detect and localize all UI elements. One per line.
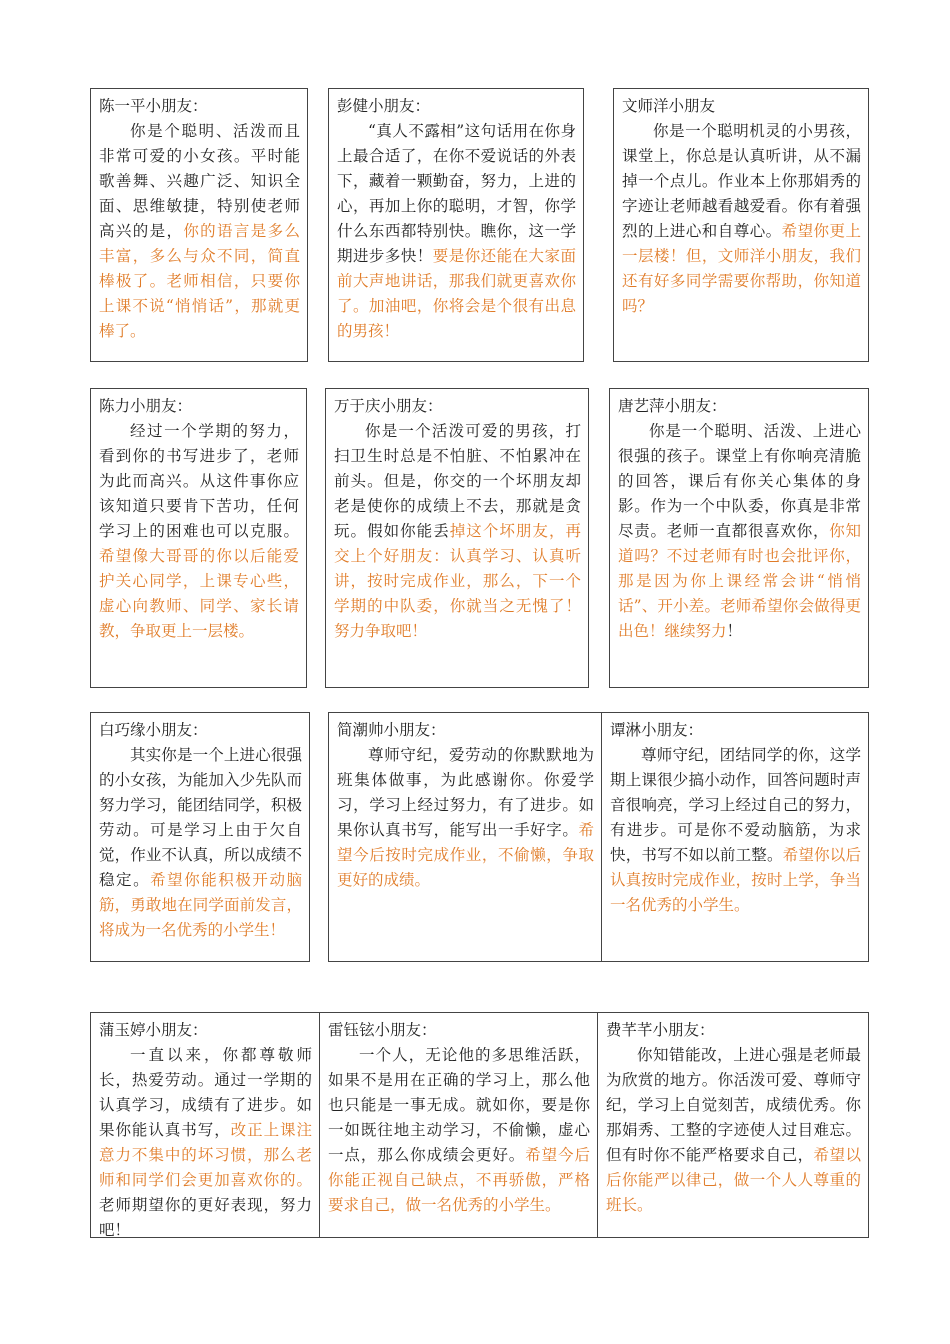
student-name: 谭淋小朋友： xyxy=(610,721,704,739)
comment-text: 你是个聪明、活泼而且非常可爱的小女孩。平时能歌善舞、兴趣广泛、知识全面、思维敏捷，特别使老师高兴的是，你的语言是多么丰富，多么与众不同，简直棒极了。老师相信，只要你上课不说“悄悄话”，那就更棒了。 xyxy=(99,122,300,340)
student-name: 蒲玉婷小朋友： xyxy=(99,1021,208,1039)
comment-card xyxy=(597,1012,869,1238)
comment-card xyxy=(90,712,310,962)
comment-card xyxy=(90,1012,319,1238)
highlighted-text: 希望今后按时完成作业，不偷懒，争取更好的成绩。 xyxy=(337,821,594,889)
student-name: 陈一平小朋友： xyxy=(99,97,208,115)
comment-card xyxy=(613,88,869,362)
comment-text: 经过一个学期的努力，看到你的书写进步了，老师为此而高兴。从这件事你应该知道只要肯下苦功，任何学习上的困难也可以克服。希望像大哥哥的你以后能爱护关心同学，上课专心些，虚心向教师、同学、家长请教，争取更上一层楼。 xyxy=(99,422,299,640)
student-name: 白巧缘小朋友： xyxy=(99,721,208,739)
highlighted-text: 希望像大哥哥的你以后能爱护关心同学，上课专心些，虚心向教师、同学、家长请教，争取更上一层楼。 xyxy=(99,547,299,640)
comment-text: 尊师守纪，爱劳动的你默默地为班集体做事，为此感谢你。你爱学习，学习上经过努力，有了进步。如果你认真书写，能写出一手好字。希望今后按时完成作业，不偷懒，争取更好的成绩。 xyxy=(337,746,594,889)
highlighted-text: 你的语言是多么丰富，多么与众不同，简直棒极了。老师相信，只要你上课不说“悄悄话”，那就更棒了。 xyxy=(99,222,300,340)
comment-text: 你是一个聪明、活泼、上进心很强的孩子。课堂上有你响亮清脆的回答，课后有你关心集体的身影。作为一个中队委，你真是非常尽责。老师一直都很喜欢你，你知道吗？不过老师有时也会批评你，那是因为你上课经常会讲“悄悄话”、开小差。老师希望你会做得更出色！继续努力！ xyxy=(618,422,861,640)
comment-text: “真人不露相”这句话用在你身上最合适了，在你不爱说话的外表下，藏着一颗勤奋，努力，上进的心，再加上你的聪明，才智，你学什么东西都特别快。瞧你，这一学期进步多快！要是你还能在大家面前大声地讲话，那我们就更喜欢你了。加油吧，你将会是个很有出息的男孩！ xyxy=(337,122,576,340)
highlighted-text: 掉这个坏朋友，再交上个好朋友：认真学习、认真听讲，按时完成作业，那么，下一个学期的中队委，你就当之无愧了！努力争取吧！ xyxy=(334,522,581,640)
comment-text: 你是一个聪明机灵的小男孩，课堂上，你总是认真听讲，从不漏掉一个点儿。作业本上你那娟秀的字迹让老师越看越爱看。你有着强烈的上进心和自尊心。希望你更上一层楼！但，文师洋小朋友，我们还有好多同学需要你帮助，你知道吗？ xyxy=(622,122,861,315)
highlighted-text: 要是你还能在大家面前大声地讲话，那我们就更喜欢你了。加油吧，你将会是个很有出息的男孩！ xyxy=(337,247,576,340)
student-name: 陈力小朋友： xyxy=(99,397,193,415)
comment-card xyxy=(609,388,869,688)
student-name: 雷钰铉小朋友： xyxy=(328,1021,437,1039)
comment-text: 一个人，无论他的多思维活跃，如果不是用在正确的学习上，那么他也只能是一事无成。就如你，要是你一如既往地主动学习，不偷懒，虚心一点，那么你成绩会更好。希望今后你能正视自己缺点，不再骄傲，严格要求自己，做一名优秀的小学生。 xyxy=(328,1046,590,1214)
student-name: 彭健小朋友： xyxy=(337,97,431,115)
comment-card xyxy=(319,1012,597,1238)
highlighted-text: 你知道吗？不过老师有时也会批评你，那是因为你上课经常会讲“悄悄话”、开小差。老师希望你会做得更出色！继续努力 xyxy=(618,522,861,640)
highlighted-text: 希望今后你能正视自己缺点，不再骄傲，严格要求自己，做一名优秀的小学生。 xyxy=(328,1146,590,1214)
comment-text: 你知错能改，上进心强是老师最为欣赏的地方。你活泼可爱、尊师守纪，学习上自觉刻苦，成绩优秀。你那娟秀、工整的字迹使人过目难忘。但有时你不能严格要求自己，希望以后你能严以律己，做一个人人尊重的班长。 xyxy=(606,1046,861,1214)
comment-text: 尊师守纪，团结同学的你，这学期上课很少搞小动作，回答问题时声音很响亮，学习上经过自己的努力，有进步。可是你不爱动脑筋，为求快，书写不如以前工整。希望你以后认真按时完成作业，按时上学，争当一名优秀的小学生。 xyxy=(610,746,861,914)
comment-card xyxy=(90,388,307,688)
highlighted-text: 希望你能积极开动脑筋，勇敢地在同学面前发言，将成为一名优秀的小学生！ xyxy=(99,871,302,939)
comment-text: 其实你是一个上进心很强的小女孩，为能加入少先队而努力学习，能团结同学，积极劳动。可是学习上由于欠自觉，作业不认真，所以成绩不稳定。希望你能积极开动脑筋，勇敢地在同学面前发言，将成为一名优秀的小学生！ xyxy=(99,746,302,939)
comment-card xyxy=(601,712,869,962)
student-name: 费芊芊小朋友： xyxy=(606,1021,715,1039)
comment-card xyxy=(328,88,584,362)
student-name: 文师洋小朋友 xyxy=(622,97,716,115)
highlighted-text: 希望你更上一层楼！但，文师洋小朋友，我们还有好多同学需要你帮助，你知道吗？ xyxy=(622,222,861,315)
comment-text: 你是一个活泼可爱的男孩，打扫卫生时总是不怕脏、不怕累冲在前头。但是，你交的一个坏朋友却老是使你的成绩上不去，那就是贪玩。假如你能丢掉这个坏朋友，再交上个好朋友：认真学习、认真听讲，按时完成作业，那么，下一个学期的中队委，你就当之无愧了！努力争取吧！ xyxy=(334,422,581,640)
student-name: 简潮帅小朋友： xyxy=(337,721,446,739)
highlighted-text: 希望以后你能严以律己，做一个人人尊重的班长。 xyxy=(606,1146,861,1214)
student-name: 万于庆小朋友： xyxy=(334,397,443,415)
highlighted-text: 希望你以后认真按时完成作业，按时上学，争当一名优秀的小学生。 xyxy=(610,846,861,914)
comment-card xyxy=(325,388,589,688)
student-name: 唐艺萍小朋友： xyxy=(618,397,727,415)
comment-card xyxy=(328,712,601,962)
comment-card xyxy=(90,88,308,362)
comment-text: 一直以来，你都尊敬师长，热爱劳动。通过一学期的认真学习，成绩有了进步。如果你能认真书写，改正上课注意力不集中的坏习惯，那么老师和同学们会更加喜欢你的。老师期望你的更好表现，努力吧！ xyxy=(99,1046,312,1239)
highlighted-text: 改正上课注意力不集中的坏习惯，那么老师和同学们会更加喜欢你的。 xyxy=(99,1121,312,1189)
